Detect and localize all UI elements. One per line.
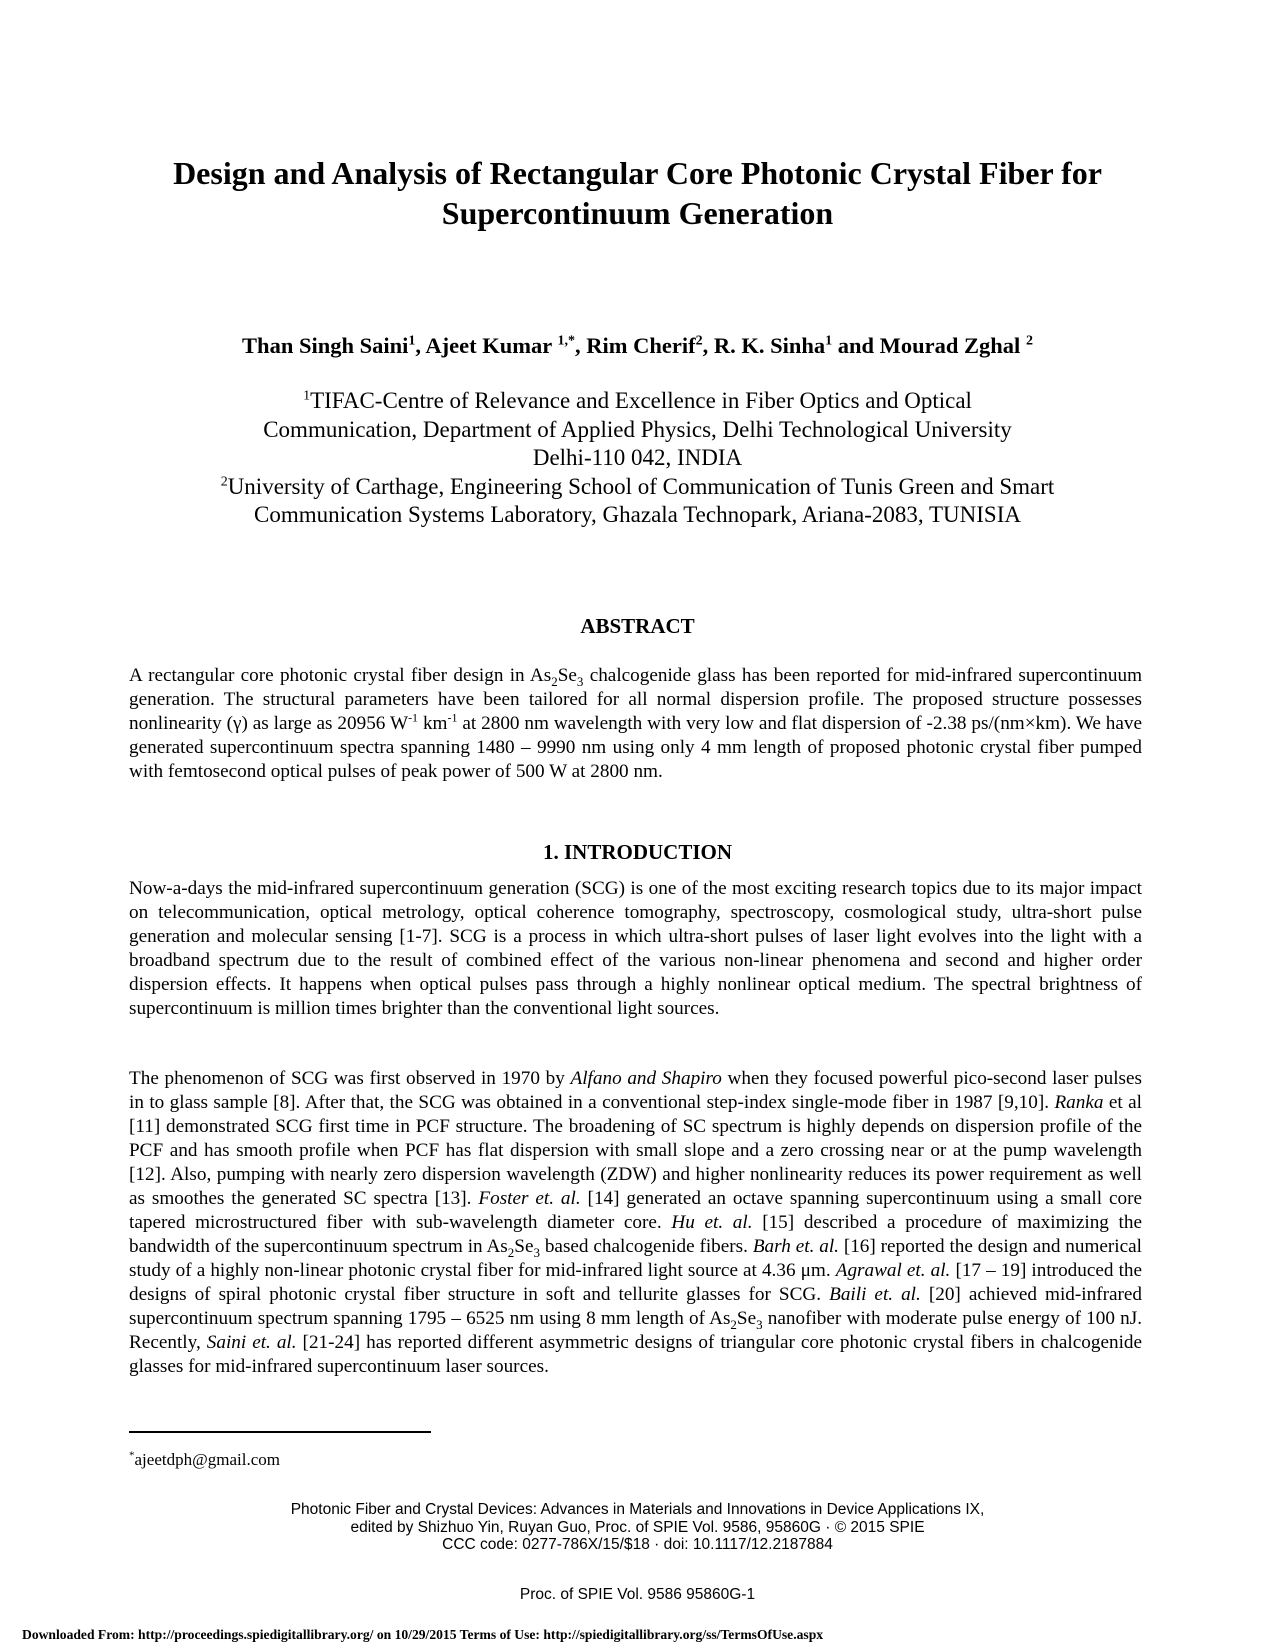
affiliation-1-line-2: Communication, Department of Applied Physics, Delhi Technological University: [263, 416, 1012, 442]
download-notice: Downloaded From: http://proceedings.spiedigitallibrary.org/ on 10/29/2015 Terms of Use: http://spiedigitallibrary.org/ss/TermsOfUse.aspx: [22, 1627, 824, 1642]
footnote-email: [129, 1449, 280, 1471]
author-affiliation-mark: 1: [825, 333, 833, 349]
proceedings-line-2: edited by Shizhuo Yin, Ruyan Guo, Proc. of SPIE Vol. 9586, 95860G · © 2015 SPIE: [350, 1518, 925, 1536]
paper-title: [90, 153, 1185, 233]
page-identifier: Proc. of SPIE Vol. 9586 95860G-1: [519, 1586, 756, 1603]
author-affiliation-mark: 1: [408, 333, 416, 349]
affiliation-2-line-2: Communication Systems Laboratory, Ghazala Technopark, Ariana-2083, TUNISIA: [253, 502, 1021, 528]
affiliation-1-line-3: Delhi-110 042, INDIA: [532, 445, 743, 471]
title-line-2: Supercontinuum Generation: [441, 195, 834, 231]
proceedings-line-1: Photonic Fiber and Crystal Devices: Advances in Materials and Innovations in Device Applications IX,: [290, 1501, 985, 1518]
abstract-body: A rectangular core photonic crystal fiber design in $As_2Se_3$ chalcogenide glass has been reported for mid-infrared supercontinuum generation. The structural parameters have been tailored for all normal dispersion profile. The proposed structure possesses nonlinearity (γ) as large as 20956 $W^{-1}$ $km^{-1}$ at 2800 nm wavelength with very low and flat dispersion of -2.38 ps/(nm×km). We have generated supercontinuum spectra spanning 1480 – 9990 nm using only 4 mm length of proposed photonic crystal fiber pumped with femtosecond optical pulses of peak power of 500 W at 2800 nm.: [129, 665, 1142, 782]
author-separator: ,: [415, 333, 426, 358]
author-separator: ,: [702, 333, 714, 358]
intro-paragraph-1: Now-a-days the mid-infrared supercontinuum generation (SCG) is one of the most exciting research topics due to its major impact on telecommunication, optical metrology, optical coherence tomography, spectroscopy, cosmological study, ultra-short pulse generation and molecular sensing [1-7]. SCG is a process in which ultra-short pulses of laser light evolves into the light with a broadband spectrum due to the result of combined effect of the various non-linear phenomena and second and higher order dispersion effects. It happens when optical pulses pass through a highly nonlinear optical medium. The spectral brightness of supercontinuum is million times brighter than the conventional light sources.: [129, 878, 1142, 1019]
author-name: Rim Cherif: [586, 333, 696, 358]
author-name: Mourad Zghal: [879, 333, 1026, 358]
affiliation-mark: 1: [303, 388, 311, 404]
footnote-mark: *: [129, 1449, 135, 1462]
footnote-email-text: ajeetdph@gmail.com: [134, 1450, 280, 1469]
author-affiliation-mark: 2: [1025, 333, 1033, 349]
affiliation-2-line-1: $^2$University of Carthage, Engineering School of Communication of Tunis Green and Smart: [220, 473, 1055, 499]
affiliations: [90, 387, 1185, 530]
proceedings-line-3: CCC code: 0277-786X/15/$18 · doi: 10.1117/12.2187884: [442, 1536, 833, 1553]
author-affiliation-mark: 1,*: [557, 333, 575, 349]
affiliation-1-line-1: $^1$TIFAC-Centre of Relevance and Excellence in Fiber Optics and Optical: [303, 388, 972, 413]
author-name: R. K. Sinha: [713, 333, 826, 358]
author-name: Ajeet Kumar: [425, 333, 558, 358]
author-separator: and: [832, 333, 880, 358]
author-separator: ,: [574, 333, 587, 358]
author-list: [90, 332, 1185, 360]
intro-paragraph-2: The phenomenon of SCG was first observed in 1970 by Alfano and Shapiro when they focused powerful pico-second laser pulses in to glass sample [8]. After that, the SCG was obtained in a conventional step-index single-mode fiber in 1987 [9,10]. Ranka et al [11] demonstrated SCG first time in PCF structure. The broadening of SC spectrum is highly depends on dispersion profile of the PCF and has smooth profile when PCF has flat dispersion with small slope and a zero crossing near or at the pump wavelength [12]. Also, pumping with nearly zero dispersion wavelength (ZDW) and higher nonlinearity reduces its power requirement as well as smoothes the generated SC spectra [13]. Foster et. al. [14] generated an octave spanning supercontinuum using a small core tapered microstructured fiber with sub-wavelength diameter core. Hu et. al. [15] described a procedure of maximizing the bandwidth of the supercontinuum spectrum in $As_2Se_3$ based chalcogenide fibers. Barh et. al. [16] reported the design and numerical study of a highly non-linear photonic crystal fiber for mid-infrared light source at 4.36 μm. Agrawal et. al. [17 – 19] introduced the designs of spiral photonic crystal fiber structure in soft and tellurite glasses for SCG. Baili et. al. [20] achieved mid-infrared supercontinuum spectrum spanning 1795 – 6525 nm using 8 mm length of $As_2Se_3$ nanofiber with moderate pulse energy of 100 nJ. Recently, Saini et. al. [21-24] has reported different asymmetric designs of triangular core photonic crystal fibers in chalcogenide glasses for mid-infrared supercontinuum laser sources.: [129, 1068, 1143, 1377]
abstract-heading: ABSTRACT: [580, 614, 695, 638]
proceedings-citation: [90, 1501, 1185, 1554]
title-line-1: Design and Analysis of Rectangular Core Photonic Crystal Fiber for: [173, 155, 1102, 191]
section-heading-introduction: 1. INTRODUCTION: [542, 840, 733, 864]
author-name: Than Singh Saini: [242, 333, 409, 358]
footnote-divider: [129, 1431, 431, 1433]
author-affiliation-mark: 2: [695, 333, 703, 349]
affiliation-mark: 2: [220, 474, 228, 490]
